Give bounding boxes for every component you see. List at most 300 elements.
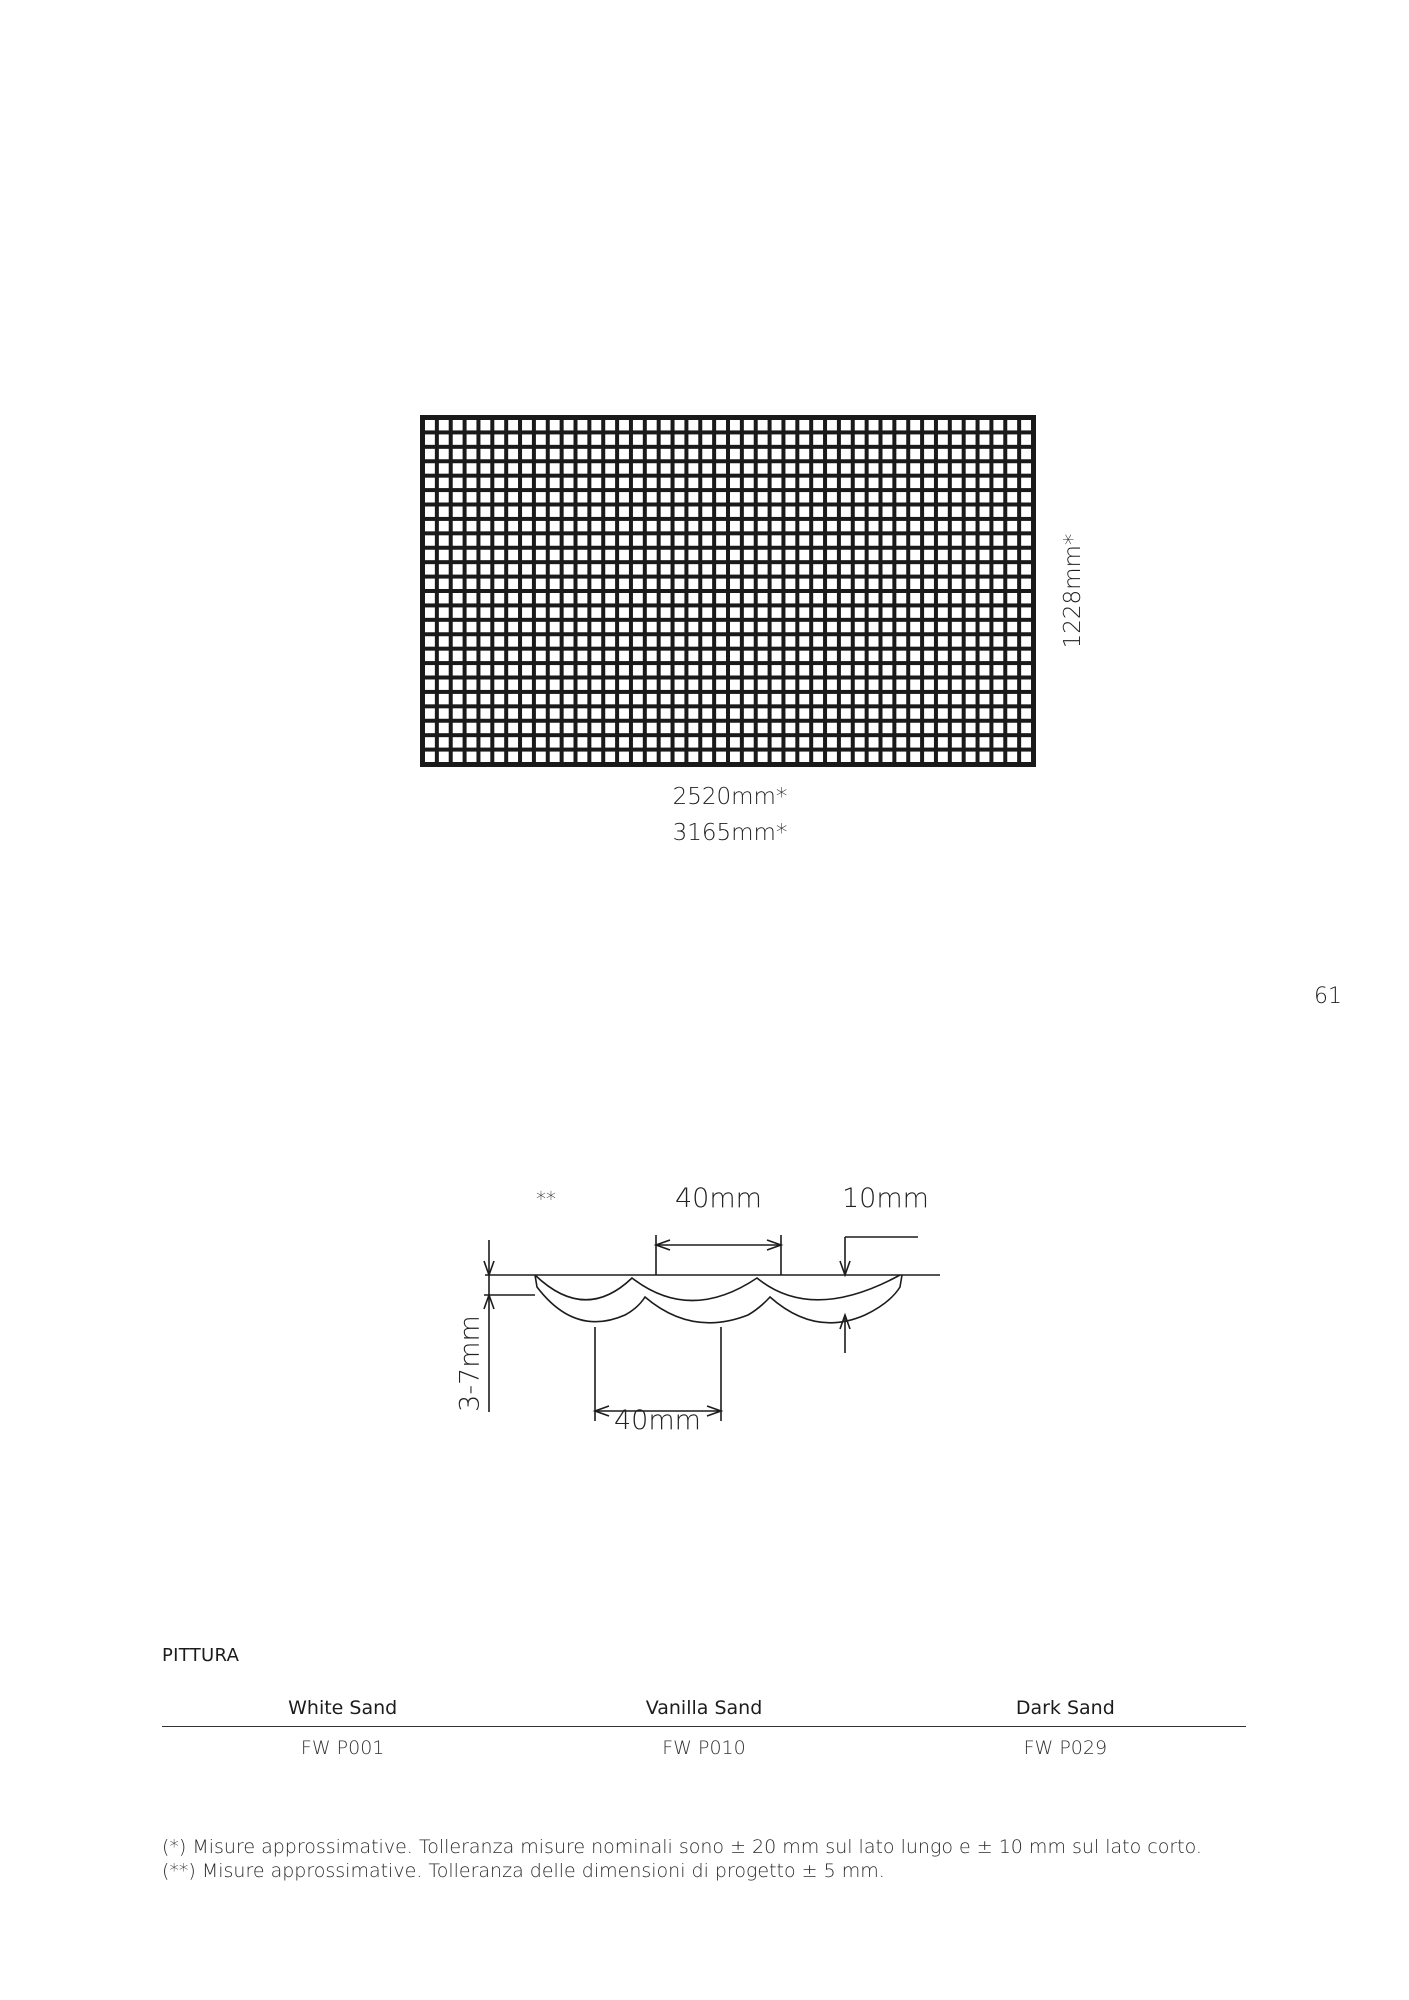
panel-cell — [480, 622, 490, 632]
panel-cell — [827, 665, 837, 675]
panel-cell — [938, 607, 948, 617]
panel-cell — [758, 651, 768, 661]
panel-cell — [1021, 492, 1031, 502]
panel-cell — [619, 564, 629, 574]
panel-cell — [522, 449, 532, 459]
panel-cell — [661, 680, 671, 690]
panel-cell — [924, 478, 934, 488]
panel-cell — [453, 420, 463, 430]
panel-cell — [813, 535, 823, 545]
panel-cell — [924, 680, 934, 690]
panel-cell — [993, 607, 1003, 617]
panel-cell — [910, 521, 920, 531]
panel-cell — [910, 478, 920, 488]
panel-cell — [1007, 449, 1017, 459]
panel-cell — [785, 636, 795, 646]
panel-cell — [744, 607, 754, 617]
panel-cell — [702, 579, 712, 589]
panel-cell — [966, 521, 976, 531]
panel-cell — [924, 708, 934, 718]
panel-cell — [578, 737, 588, 747]
panel-cell — [952, 708, 962, 718]
panel-cell — [744, 708, 754, 718]
panel-cell — [910, 651, 920, 661]
panel-cell — [993, 737, 1003, 747]
panel-cell — [633, 708, 643, 718]
panel-cell — [1007, 579, 1017, 589]
panel-cell — [439, 665, 449, 675]
panel-cell — [425, 593, 435, 603]
panel-cell — [869, 665, 879, 675]
panel-cell — [993, 550, 1003, 560]
panel-cell — [910, 507, 920, 517]
panel-cell — [772, 492, 782, 502]
panel-cell — [772, 579, 782, 589]
panel-cell — [993, 535, 1003, 545]
panel-cell — [467, 420, 477, 430]
panel-cell — [675, 622, 685, 632]
panel-cell — [924, 420, 934, 430]
panel-cell — [564, 521, 574, 531]
panel-cell — [869, 593, 879, 603]
panel-cell — [910, 535, 920, 545]
panel-cell — [633, 420, 643, 430]
panel-cell — [883, 622, 893, 632]
panel-cell — [938, 723, 948, 733]
panel-cell — [883, 680, 893, 690]
panel-cell — [480, 752, 490, 762]
panel-cell — [633, 449, 643, 459]
panel-cell — [980, 564, 990, 574]
panel-cell — [688, 665, 698, 675]
panel-cell — [744, 737, 754, 747]
panel-cell — [619, 694, 629, 704]
panel-cell — [578, 651, 588, 661]
panel-cell — [966, 420, 976, 430]
panel-cell — [869, 651, 879, 661]
panel-cell — [896, 434, 906, 444]
panel-cell — [550, 434, 560, 444]
panel-cell — [730, 622, 740, 632]
panel-cell — [688, 607, 698, 617]
panel-cell — [467, 607, 477, 617]
panel-cell — [661, 535, 671, 545]
panel-cell — [813, 564, 823, 574]
panel-cell — [993, 622, 1003, 632]
panel-cell — [688, 622, 698, 632]
panel-cell — [855, 752, 865, 762]
panel-cell — [661, 694, 671, 704]
panel-cell — [744, 636, 754, 646]
panel-cell — [966, 737, 976, 747]
panel-cell — [453, 607, 463, 617]
panel-cell — [661, 723, 671, 733]
panel-cell — [550, 607, 560, 617]
panel-cell — [896, 723, 906, 733]
panel-cell — [494, 507, 504, 517]
panel-cell — [772, 564, 782, 574]
panel-cell — [467, 651, 477, 661]
panel-cell — [799, 535, 809, 545]
panel-cell — [425, 507, 435, 517]
panel-cell — [453, 492, 463, 502]
panel-cell — [896, 593, 906, 603]
panel-cell — [827, 622, 837, 632]
panel-cell — [619, 737, 629, 747]
panel-cell — [980, 651, 990, 661]
panel-cell — [980, 723, 990, 733]
panel-cell — [578, 665, 588, 675]
panel-cell — [688, 737, 698, 747]
panel-cell — [522, 434, 532, 444]
panel-cell — [910, 492, 920, 502]
panel-cell — [938, 622, 948, 632]
panel-cell — [578, 521, 588, 531]
panel-cell — [675, 680, 685, 690]
panel-cell — [453, 665, 463, 675]
panel-cell — [702, 478, 712, 488]
panel-cell — [536, 564, 546, 574]
panel-cell — [841, 420, 851, 430]
panel-cell — [758, 723, 768, 733]
panel-cell — [855, 636, 865, 646]
panel-cell — [508, 665, 518, 675]
panel-cell — [772, 665, 782, 675]
panel-cell — [688, 521, 698, 531]
panel-cell — [730, 694, 740, 704]
panel-cell — [480, 492, 490, 502]
panel-cell — [605, 579, 615, 589]
panel-cell — [827, 463, 837, 473]
panel-cell — [564, 550, 574, 560]
panel-cell — [896, 680, 906, 690]
panel-cell — [675, 737, 685, 747]
panel-cell — [827, 535, 837, 545]
panel-cell — [896, 694, 906, 704]
panel-cell — [730, 550, 740, 560]
footnote-1: (*) Misure approssimative. Tolleranza misure nominali sono ± 20 mm sul lato lungo e ± 10 mm sul lato corto. — [162, 1836, 1202, 1858]
panel-cell — [453, 434, 463, 444]
panel-cell — [647, 420, 657, 430]
panel-cell — [896, 521, 906, 531]
panel-cell — [799, 564, 809, 574]
panel-cell — [883, 434, 893, 444]
panel-cell — [841, 535, 851, 545]
panel-cell — [952, 521, 962, 531]
panel-cell — [522, 665, 532, 675]
panel-cell — [799, 708, 809, 718]
panel-cell — [633, 752, 643, 762]
panel-cell — [508, 478, 518, 488]
panel-cell — [453, 507, 463, 517]
panel-cell — [550, 593, 560, 603]
panel-cell — [661, 622, 671, 632]
panel-cell — [966, 564, 976, 574]
panel-cell — [785, 737, 795, 747]
panel-cell — [785, 680, 795, 690]
panel-cell — [910, 680, 920, 690]
panel-cell — [661, 651, 671, 661]
panel-grid-drawing — [420, 415, 1036, 767]
panel-cell — [702, 708, 712, 718]
panel-cell — [952, 636, 962, 646]
profile-depth-label: 3-7mm — [454, 1315, 486, 1412]
panel-cell — [605, 564, 615, 574]
panel-cell — [938, 752, 948, 762]
panel-cell — [980, 708, 990, 718]
panel-cell — [938, 680, 948, 690]
panel-cell — [453, 737, 463, 747]
panel-cell — [952, 492, 962, 502]
panel-cell — [1021, 478, 1031, 488]
panel-cell — [980, 492, 990, 502]
panel-cell — [938, 434, 948, 444]
panel-cell — [688, 550, 698, 560]
panel-cell — [813, 593, 823, 603]
panel-cell — [522, 564, 532, 574]
paint-table — [162, 1690, 1246, 1767]
panel-cell — [896, 708, 906, 718]
panel-cell — [924, 607, 934, 617]
panel-cell — [993, 579, 1003, 589]
panel-cell — [467, 550, 477, 560]
panel-cell — [799, 607, 809, 617]
panel-cell — [494, 665, 504, 675]
panel-cell — [966, 636, 976, 646]
panel-cell — [619, 708, 629, 718]
panel-cell — [924, 723, 934, 733]
panel-cell — [439, 579, 449, 589]
panel-cell — [647, 708, 657, 718]
panel-cell — [855, 420, 865, 430]
panel-cell — [924, 665, 934, 675]
panel-cell — [869, 564, 879, 574]
panel-cell — [966, 593, 976, 603]
panel-cell — [1007, 593, 1017, 603]
panel-cell — [494, 651, 504, 661]
panel-cell — [702, 550, 712, 560]
panel-cell — [1007, 434, 1017, 444]
panel-cell — [494, 723, 504, 733]
panel-cell — [591, 723, 601, 733]
profile-top-pitch-label: 40mm — [675, 1183, 762, 1214]
panel-cell — [785, 607, 795, 617]
panel-cell — [744, 521, 754, 531]
panel-cell — [675, 420, 685, 430]
panel-cell — [522, 680, 532, 690]
panel-cell — [522, 651, 532, 661]
panel-cell — [675, 449, 685, 459]
panel-cell — [480, 593, 490, 603]
panel-cell — [758, 564, 768, 574]
panel-cell — [522, 507, 532, 517]
panel-cell — [661, 449, 671, 459]
panel-cell — [508, 607, 518, 617]
panel-cell — [439, 478, 449, 488]
panel-cell — [772, 651, 782, 661]
column-header: White Sand — [288, 1697, 398, 1719]
panel-cell — [453, 752, 463, 762]
panel-cell — [439, 492, 449, 502]
panel-cell — [1021, 449, 1031, 459]
panel-cell — [494, 478, 504, 488]
panel-cell — [883, 507, 893, 517]
panel-cell — [952, 478, 962, 488]
panel-cell — [980, 680, 990, 690]
panel-cell — [591, 680, 601, 690]
panel-cell — [536, 680, 546, 690]
panel-cell — [508, 564, 518, 574]
panel-cell — [425, 737, 435, 747]
panel-cell — [453, 564, 463, 574]
panel-cell — [467, 492, 477, 502]
panel-cell — [896, 550, 906, 560]
panel-cell — [938, 564, 948, 574]
panel-cell — [550, 651, 560, 661]
panel-cell — [980, 593, 990, 603]
panel-cell — [633, 694, 643, 704]
panel-cell — [827, 420, 837, 430]
panel-cell — [522, 463, 532, 473]
panel-cell — [869, 492, 879, 502]
panel-cell — [661, 564, 671, 574]
panel-cell — [480, 607, 490, 617]
panel-cell — [1007, 463, 1017, 473]
panel-cell — [924, 651, 934, 661]
panel-cell — [841, 723, 851, 733]
panel-cell — [841, 492, 851, 502]
panel-cell — [647, 507, 657, 517]
panel-cell — [702, 694, 712, 704]
panel-cell — [536, 752, 546, 762]
panel-cell — [647, 478, 657, 488]
panel-cell — [952, 579, 962, 589]
panel-cell — [661, 752, 671, 762]
panel-cell — [855, 478, 865, 488]
panel-cell — [661, 550, 671, 560]
panel-cell — [675, 607, 685, 617]
panel-cell — [480, 463, 490, 473]
panel-cell — [896, 737, 906, 747]
panel-cell — [1021, 579, 1031, 589]
panel-cell — [883, 708, 893, 718]
panel-cell — [619, 478, 629, 488]
panel-cell — [758, 449, 768, 459]
panel-cell — [910, 665, 920, 675]
panel-cell — [647, 463, 657, 473]
panel-cell — [966, 622, 976, 632]
panel-cell — [1021, 434, 1031, 444]
panel-cell — [467, 737, 477, 747]
panel-cell — [730, 680, 740, 690]
table-row — [162, 1727, 1246, 1767]
panel-cell — [467, 665, 477, 675]
panel-cell — [480, 449, 490, 459]
panel-cell — [578, 449, 588, 459]
panel-cell — [425, 492, 435, 502]
panel-cell — [813, 752, 823, 762]
panel-cell — [508, 593, 518, 603]
panel-cell — [1021, 593, 1031, 603]
panel-cell — [966, 752, 976, 762]
panel-cell — [813, 420, 823, 430]
panel-cell — [1007, 651, 1017, 661]
panel-cell — [425, 434, 435, 444]
panel-cell — [619, 752, 629, 762]
panel-cell — [688, 636, 698, 646]
panel-cell — [550, 579, 560, 589]
panel-cell — [675, 463, 685, 473]
panel-cell — [522, 636, 532, 646]
panel-cell — [508, 694, 518, 704]
panel-cell — [591, 550, 601, 560]
panel-cell — [564, 723, 574, 733]
panel-cell — [439, 463, 449, 473]
panel-cell — [883, 478, 893, 488]
panel-cell — [550, 420, 560, 430]
panel-cell — [980, 535, 990, 545]
panel-cell — [952, 463, 962, 473]
panel-cell — [883, 636, 893, 646]
panel-cell — [966, 478, 976, 488]
panel-cell — [619, 579, 629, 589]
panel-cell — [841, 622, 851, 632]
panel-cell — [758, 636, 768, 646]
panel-width-label-1: 2520mm* — [672, 784, 788, 810]
panel-cell — [439, 636, 449, 646]
panel-cell — [688, 420, 698, 430]
panel-cell — [536, 434, 546, 444]
panel-cell — [910, 737, 920, 747]
panel-cell — [480, 737, 490, 747]
panel-cell — [813, 492, 823, 502]
panel-cell — [661, 579, 671, 589]
panel-cell — [993, 694, 1003, 704]
panel-cell — [827, 593, 837, 603]
panel-cell — [785, 550, 795, 560]
panel-cell — [647, 636, 657, 646]
panel-cell — [855, 665, 865, 675]
panel-cell — [952, 607, 962, 617]
panel-cell — [522, 420, 532, 430]
panel-cell — [1007, 550, 1017, 560]
panel-cell — [952, 622, 962, 632]
panel-cell — [869, 723, 879, 733]
panel-cell — [564, 478, 574, 488]
panel-cell — [910, 723, 920, 733]
panel-cell — [494, 492, 504, 502]
panel-cell — [883, 420, 893, 430]
panel-cell — [744, 535, 754, 545]
panel-cell — [938, 449, 948, 459]
panel-cell — [799, 694, 809, 704]
panel-cell — [744, 694, 754, 704]
panel-cell — [661, 708, 671, 718]
panel-cell — [869, 535, 879, 545]
panel-cell — [716, 708, 726, 718]
panel-cell — [827, 694, 837, 704]
panel-cell — [730, 564, 740, 574]
panel-cell — [758, 507, 768, 517]
panel-cell — [675, 564, 685, 574]
panel-cell — [799, 420, 809, 430]
panel-cell — [924, 579, 934, 589]
panel-cell — [647, 680, 657, 690]
panel-cell — [855, 723, 865, 733]
panel-cell — [675, 535, 685, 545]
page-number: 61 — [1314, 984, 1342, 1009]
panel-cell — [799, 492, 809, 502]
